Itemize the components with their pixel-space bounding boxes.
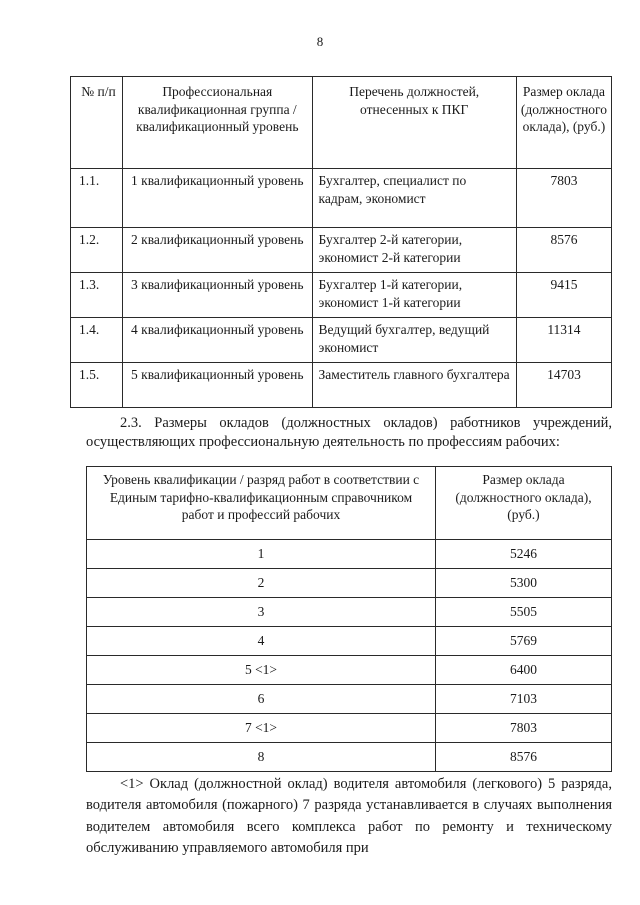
row-level: 5 <1> — [87, 656, 436, 685]
table-row — [87, 627, 612, 656]
row-level: 1 — [87, 540, 436, 569]
row-num: 1.4. — [71, 318, 123, 363]
row-level: 5 квалификационный уровень — [123, 363, 312, 408]
header-salary: Размер оклада (должностного оклада), (руб.) — [516, 77, 611, 169]
header-level: Уровень квалификации / разряд работ в соответствии с Единым тарифно-квалификационным справочником работ и профессий рабочих — [87, 467, 436, 540]
table-header-row — [87, 467, 612, 540]
row-salary: 5769 — [436, 627, 612, 656]
table-row — [87, 598, 612, 627]
row-num: 1.5. — [71, 363, 123, 408]
workers-salary-table — [86, 466, 612, 772]
row-salary: 7803 — [436, 714, 612, 743]
row-salary: 7803 — [516, 169, 611, 228]
table-header-row — [71, 77, 612, 169]
table-row — [87, 685, 612, 714]
row-level: 2 квалификационный уровень — [123, 228, 312, 273]
row-salary: 5505 — [436, 598, 612, 627]
row-salary: 7103 — [436, 685, 612, 714]
row-salary: 8576 — [436, 743, 612, 772]
row-positions: Заместитель главного бухгалтера — [312, 363, 516, 408]
row-salary: 5246 — [436, 540, 612, 569]
header-salary: Размер оклада (должностного оклада), (руб.) — [436, 467, 612, 540]
row-positions: Ведущий бухгалтер, ведущий экономист — [312, 318, 516, 363]
header-positions: Перечень должностей, отнесенных к ПКГ — [312, 77, 516, 169]
row-salary: 9415 — [516, 273, 611, 318]
table-row — [71, 273, 612, 318]
row-level: 3 квалификационный уровень — [123, 273, 312, 318]
row-num: 1.3. — [71, 273, 123, 318]
page-number: 8 — [316, 34, 324, 49]
table-row — [71, 363, 612, 408]
row-level: 7 <1> — [87, 714, 436, 743]
row-level: 4 — [87, 627, 436, 656]
row-level: 3 — [87, 598, 436, 627]
row-level: 8 — [87, 743, 436, 772]
table-row — [87, 714, 612, 743]
row-level: 6 — [87, 685, 436, 714]
row-salary: 14703 — [516, 363, 611, 408]
table-row — [87, 569, 612, 598]
row-salary: 6400 — [436, 656, 612, 685]
pkg-salary-table — [70, 76, 612, 408]
section-heading-2-3: 2.3. Размеры окладов (должностных окладов) работников учреждений, осуществляющих профессиональную деятельность по профессиям рабочих: — [86, 415, 612, 451]
table-row — [87, 540, 612, 569]
row-salary: 8576 — [516, 228, 611, 273]
footnote-paragraph: <1> Оклад (должностной оклад) водителя автомобиля (легкового) 5 разряда, водителя автомобиля (пожарного) 7 разряда устанавливается в случаях выполнения водителем автомобиля всего комплекса работ по ремонту и техническому обслуживанию управляемого автомобиля при — [86, 776, 612, 857]
row-positions: Бухгалтер 1-й категории, экономист 1-й категории — [312, 273, 516, 318]
row-positions: Бухгалтер 2-й категории, экономист 2-й категории — [312, 228, 516, 273]
table-row — [71, 169, 612, 228]
row-positions: Бухгалтер, специалист по кадрам, экономист — [312, 169, 516, 228]
header-group: Профессиональная квалификационная группа / квалификационный уровень — [123, 77, 312, 169]
row-salary: 11314 — [516, 318, 611, 363]
row-level: 1 квалификационный уровень — [123, 169, 312, 228]
header-num: № п/п — [71, 77, 123, 169]
row-salary: 5300 — [436, 569, 612, 598]
row-level: 4 квалификационный уровень — [123, 318, 312, 363]
table-row — [87, 656, 612, 685]
row-level: 2 — [87, 569, 436, 598]
table-row — [87, 743, 612, 772]
row-num: 1.1. — [71, 169, 123, 228]
row-num: 1.2. — [71, 228, 123, 273]
table-row — [71, 228, 612, 273]
table-row — [71, 318, 612, 363]
